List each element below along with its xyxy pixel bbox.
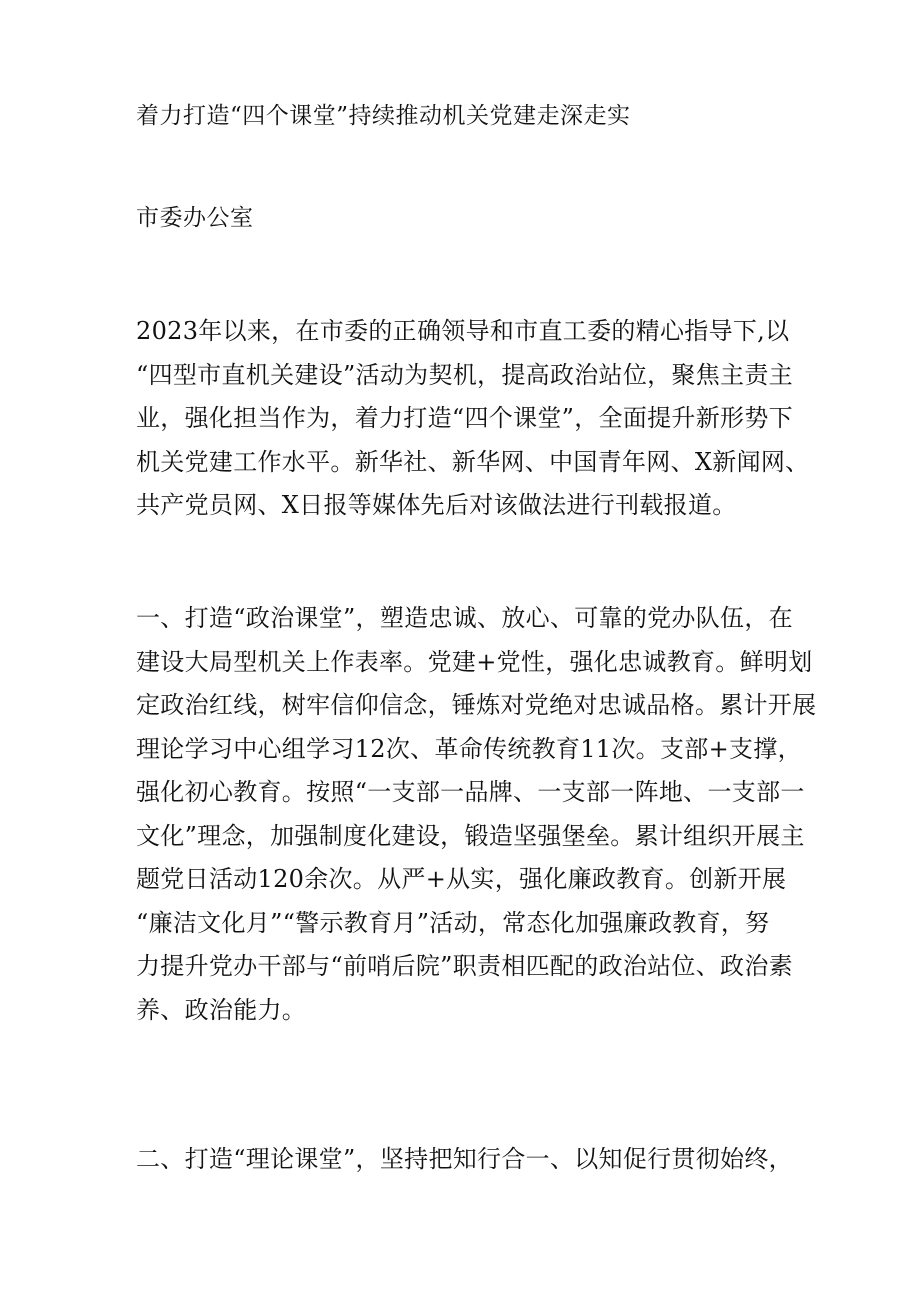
text-line: 二、打造“理论课堂”，坚持把知行合一、以知促行贯彻始终， xyxy=(136,1145,793,1173)
text-line: 一、打造“政治课堂”，塑造忠诚、放心、可靠的党办队伍，在 xyxy=(136,604,793,632)
text-line: 建设大局型机关上作表率。党建+党性，强化忠诚教育。鲜明划 xyxy=(136,647,813,676)
document-author: 市委办公室 xyxy=(136,205,254,231)
document-title: 着力打造“四个课堂”持续推动机关党建走深走实 xyxy=(136,103,631,129)
text-line: 力提升党办干部与“前哨后院”职责相匹配的政治站位、政治素 xyxy=(136,952,793,980)
text-line: 业，强化担当作为，着力打造“四个课堂”，全面提升新形势下 xyxy=(136,404,793,432)
paragraph-section-one xyxy=(136,597,817,1032)
text-line: 理论学习中心组学习12次、革命传统教育11次。支部+支撑， xyxy=(136,734,802,763)
text-line: 强化初心教育。按照“一支部一品牌、一支部一阵地、一支部一 xyxy=(136,778,805,806)
paragraph-intro xyxy=(136,310,810,528)
paragraph-section-two xyxy=(136,1138,793,1182)
text-line: 题党日活动120余次。从严+从实，强化廉政教育。创新开展 xyxy=(136,865,787,893)
text-line: 养、政治能力。 xyxy=(136,995,307,1024)
text-line: 文化”理念，加强制度化建设，锻造坚强堡垒。累计组织开展主 xyxy=(136,821,805,850)
text-line: “四型市直机关建设”活动为契机，提高政治站位，聚焦主责主 xyxy=(136,360,793,389)
text-line: 机关党建工作水平。新华社、新华网、中国青年网、X新闻网、 xyxy=(136,447,810,476)
text-line: 2023年以来，在市委的正确领导和市直工委的精心指导下,以 xyxy=(136,317,790,345)
text-line: 定政治红线，树牢信仰信念，锤炼对党绝对忠诚品格。累计开展 xyxy=(136,691,817,719)
text-line: “廉洁文化月”“警示教育月”活动，常态化加强廉政教育，努 xyxy=(136,908,770,937)
text-line: 共产党员网、X日报等媒体先后对该做法进行刊载报道。 xyxy=(136,491,737,519)
